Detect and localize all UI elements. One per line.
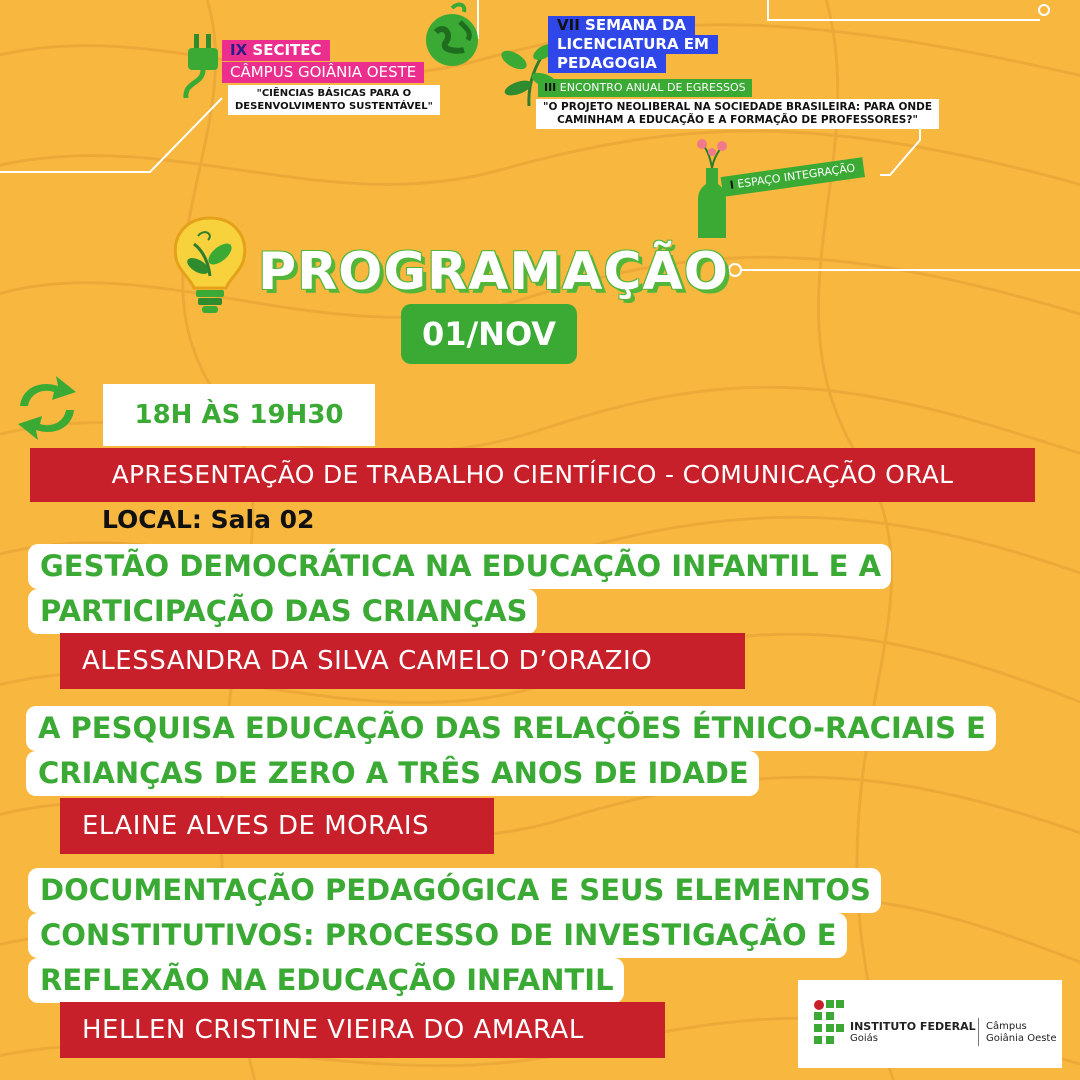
talk-title-2 [26,706,996,796]
lightbulb-icon [168,214,252,318]
talk-3-title-line: CONSTITUTIVOS: PROCESSO DE INVESTIGAÇÃO E [28,913,847,958]
logo-state: Goiás [850,1033,878,1044]
logo-campus-line1: Câmpus [986,1021,1027,1032]
time-label: 18H ÀS 19H30 [103,384,375,446]
page-title: PROGRAMAÇÃO [258,242,729,302]
logo-divider [978,1018,979,1046]
globe-icon [422,2,482,68]
semana-theme [536,99,939,129]
secitec-name: SECITEC [252,41,322,59]
location-value: Sala 02 [210,505,315,534]
talk-3-author: HELLEN CRISTINE VIEIRA DO AMARAL [60,1002,665,1058]
semana-theme-line1: "O PROJETO NEOLIBERAL NA SOCIEDADE BRASILEIRA: PARA ONDE [543,101,933,113]
encontro-label: ENCONTRO ANUAL DE EGRESSOS [559,81,746,94]
espaco-label: ESPAÇO INTEGRAÇÃO [736,161,857,191]
talk-2-title-line: A PESQUISA EDUCAÇÃO DAS RELAÇÕES ÉTNICO-RACIAIS E [26,706,996,751]
session-title: APRESENTAÇÃO DE TRABALHO CIENTÍFICO - COMUNICAÇÃO ORAL [30,448,1035,502]
location-key: LOCAL: [102,505,202,534]
talk-2-title-line: CRIANÇAS DE ZERO A TRÊS ANOS DE IDADE [26,751,759,796]
date-badge: 01/NOV [401,304,577,364]
espaco-roman: I [728,178,735,192]
secitec-theme [228,85,440,115]
talk-3-title-line: DOCUMENTAÇÃO PEDAGÓGICA E SEUS ELEMENTOS [28,868,881,913]
location-label [102,504,314,536]
secitec-theme-line2: DESENVOLVIMENTO SUSTENTÁVEL" [235,101,433,112]
logo-campus-line2: Goiânia Oeste [986,1033,1057,1044]
talk-1-title-line: GESTÃO DEMOCRÁTICA NA EDUCAÇÃO INFANTIL E A [28,544,891,589]
semana-line3: PEDAGOGIA [548,54,666,73]
talk-1-title-line: PARTICIPAÇÃO DAS CRIANÇAS [28,589,537,634]
institute-logo [798,980,1062,1068]
talk-1-author: ALESSANDRA DA SILVA CAMELO D’ORAZIO [60,633,745,689]
semana-badge [548,16,695,35]
talk-3-title-line: REFLEXÃO NA EDUCAÇÃO INFANTIL [28,958,624,1003]
encontro-badge [538,79,752,97]
encontro-roman: III [544,81,557,94]
talk-2-author: ELAINE ALVES DE MORAIS [60,798,494,854]
secitec-campus: CÂMPUS GOIÂNIA OESTE [222,62,424,83]
semana-line2: LICENCIATURA EM [548,35,718,54]
secitec-theme-line1: "CIÊNCIAS BÁSICAS PARA O [256,88,412,99]
semana-roman: VII [557,16,580,34]
secitec-badge [222,40,330,61]
talk-title-1 [28,544,891,634]
logo-institute: INSTITUTO FEDERAL [850,1020,976,1033]
if-logo-mark [814,1000,844,1046]
talk-title-3 [28,868,881,1003]
secitec-roman: IX [230,41,248,59]
semana-line1: SEMANA DA [585,16,687,34]
recycle-icon [10,374,84,442]
semana-theme-line2: CAMINHAM A EDUCAÇÃO E A FORMAÇÃO DE PROFESSORES?" [557,114,918,126]
